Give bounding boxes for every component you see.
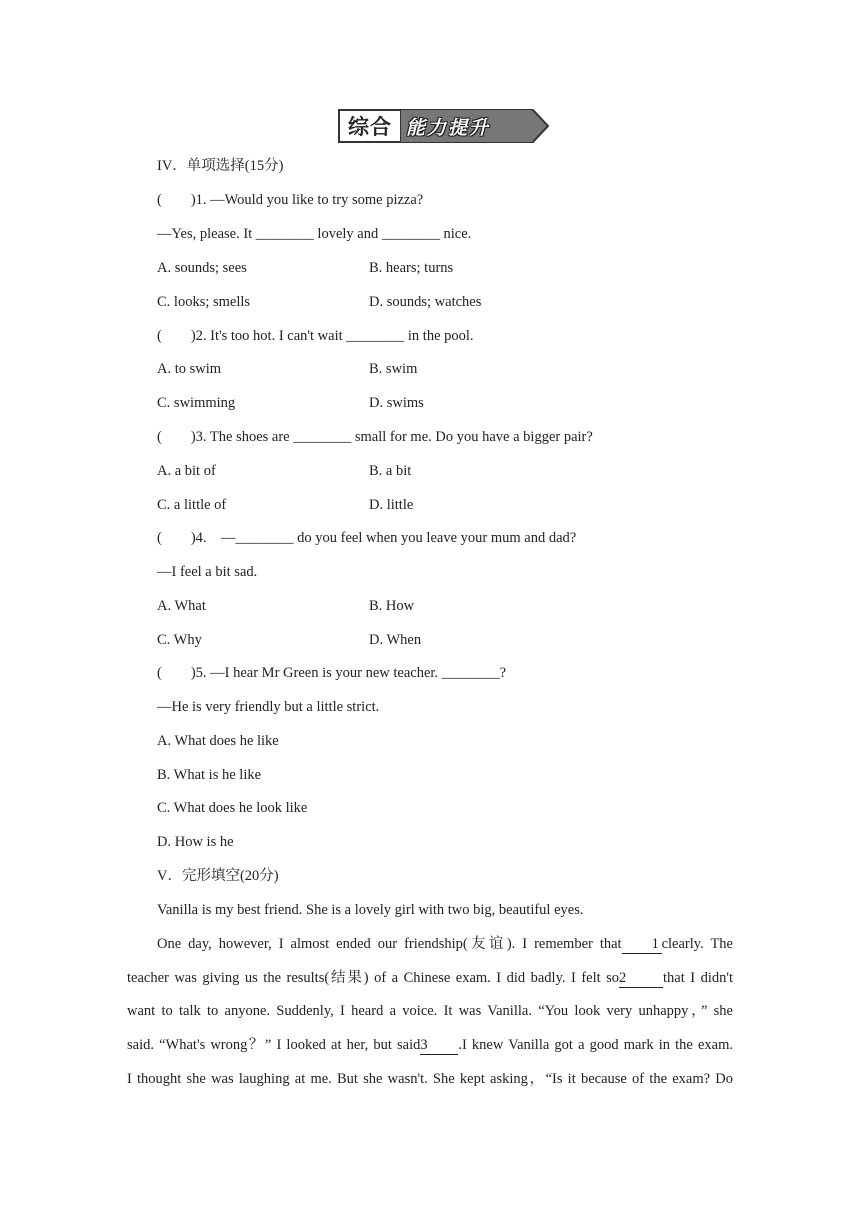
question-3-option-a: A. a bit of (157, 463, 216, 479)
question-4-reply: —I feel a bit sad. (157, 564, 258, 580)
question-2-option-a: A. to swim (157, 361, 222, 377)
passage-text: One day, however, I almost ended our friendship(友谊). I remember that (157, 936, 622, 952)
blank-2: 2 (619, 969, 663, 988)
section-banner (338, 109, 550, 145)
question-3-option-c: C. a little of (157, 497, 227, 513)
question-1-option-c: C. looks; smells (157, 294, 251, 310)
question-2-option-d: D. swims (369, 395, 424, 411)
passage-text: .I knew Vanilla got a good mark in the exam. (458, 1037, 733, 1053)
banner-right-label (400, 109, 550, 143)
question-4-option-d: D. When (369, 632, 422, 648)
question-1-stem: ( )1. —Would you like to try some pizza? (157, 192, 424, 208)
passage-line-3: want to talk to anyone. Suddenly, I heard a voice. It was Vanilla. “You look very unhappy，” she (127, 1003, 733, 1019)
question-5-option-d: D. How is he (157, 834, 234, 850)
passage-line-1 (127, 927, 733, 961)
question-1-reply: —Yes, please. It ________ lovely and ________ nice. (157, 226, 472, 242)
question-5-stem: ( )5. —I hear Mr Green is your new teacher. ________? (157, 665, 507, 681)
passage-text: teacher was giving us the results(结果) of a Chinese exam. I did badly. I felt so (127, 970, 620, 986)
question-5-option-c: C. What does he look like (157, 800, 308, 816)
question-1-option-b: B. hears; turns (369, 260, 454, 276)
question-4-option-a: A. What (157, 598, 206, 614)
passage-paragraph-1: Vanilla is my best friend. She is a lovely girl with two big, beautiful eyes. (157, 902, 584, 918)
question-2-stem: ( )2. It's too hot. I can't wait ________ in the pool. (157, 328, 474, 344)
passage-text: said. “What's wrong？” I looked at her, but said (127, 1037, 421, 1053)
question-4-option-c: C. Why (157, 632, 202, 648)
passage-line-2 (127, 961, 733, 995)
blank-1: 1 (622, 935, 662, 954)
passage-line-5: I thought she was laughing at me. But she wasn't. She kept asking，“Is it because of the exam? Do (127, 1071, 733, 1087)
question-4-option-b: B. How (369, 598, 415, 614)
question-2-option-c: C. swimming (157, 395, 236, 411)
section-heading-iv: IV．单项选择(15分) (157, 158, 284, 174)
passage-line-4 (127, 1028, 733, 1062)
question-5-option-a: A. What does he like (157, 733, 279, 749)
question-3-option-d: D. little (369, 497, 414, 513)
question-3-option-b: B. a bit (369, 463, 412, 479)
question-4-stem: ( )4. —________ do you feel when you leave your mum and dad? (157, 530, 577, 546)
question-5-option-b: B. What is he like (157, 767, 262, 783)
passage-text: that I didn't (663, 970, 733, 986)
question-5-reply: —He is very friendly but a little strict. (157, 699, 380, 715)
question-2-option-b: B. swim (369, 361, 418, 377)
section-heading-v: V．完形填空(20分) (157, 868, 279, 884)
question-3-stem: ( )3. The shoes are ________ small for me. Do you have a bigger pair? (157, 429, 593, 445)
blank-3: 3 (420, 1036, 458, 1055)
banner-right-text: 能力提升 (406, 117, 491, 139)
passage-text: clearly. The (661, 936, 733, 952)
banner-left-label: 综合 (338, 109, 400, 143)
question-1-option-a: A. sounds; sees (157, 260, 247, 276)
question-1-option-d: D. sounds; watches (369, 294, 482, 310)
